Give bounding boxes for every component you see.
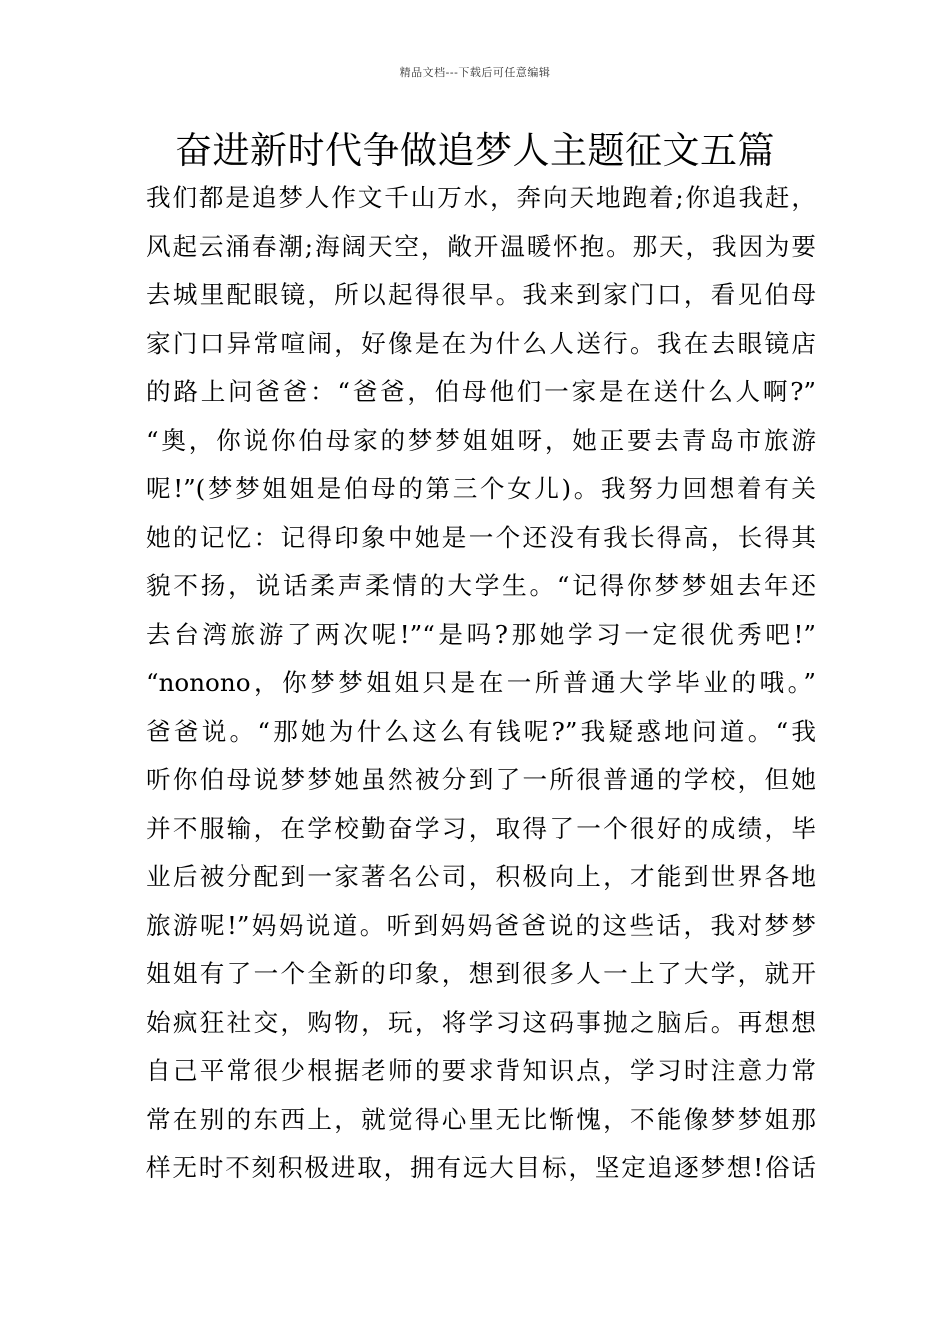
body-line: 呢!”(梦梦姐姐是伯母的第三个女儿)。我努力回想着有关 (146, 474, 816, 503)
body-line: 风起云涌春潮;海阔天空，敞开温暖怀抱。那天，我因为要 (146, 231, 816, 261)
body-line: 的路上问爸爸：“爸爸，伯母他们一家是在送什么人啊?” (146, 377, 816, 406)
body-line: 并不服输，在学校勤奋学习，取得了一个很好的成绩，毕 (146, 813, 816, 843)
body-line: 去台湾旅游了两次呢!”“是吗?那她学习一定很优秀吧!” (146, 619, 816, 649)
body-line: “奥，你说你伯母家的梦梦姐姐呀，她正要去青岛市旅游 (146, 425, 816, 455)
body-line: 她的记忆：记得印象中她是一个还没有我长得高，长得其 (146, 522, 816, 552)
body-line: 家门口异常喧闹，好像是在为什么人送行。我在去眼镜店 (146, 328, 816, 358)
body-line: 自己平常很少根据老师的要求背知识点，学习时注意力常 (146, 1056, 816, 1085)
body-line: 我们都是追梦人作文千山万水，奔向天地跑着;你追我赶， (146, 183, 816, 212)
body-line: 旅游呢!”妈妈说道。听到妈妈爸爸说的这些话，我对梦梦 (146, 910, 816, 940)
body-line: 业后被分配到一家著名公司，积极向上，才能到世界各地 (146, 862, 816, 891)
body-line: 始疯狂社交，购物，玩，将学习这码事抛之脑后。再想想 (146, 1007, 816, 1037)
body-line: 貌不扬，说话柔声柔情的大学生。“记得你梦梦姐去年还 (146, 571, 816, 600)
body-line: 爸爸说。“那她为什么这么有钱呢?”我疑惑地问道。“我 (146, 716, 816, 746)
body-line: 听你伯母说梦梦她虽然被分到了一所很普通的学校，但她 (146, 765, 816, 794)
body-line: 样无时不刻积极进取，拥有远大目标，坚定追逐梦想!俗话 (146, 1153, 816, 1182)
document-title: 奋进新时代争做追梦人主题征文五篇 (175, 129, 775, 172)
body-line: 去城里配眼镜，所以起得很早。我来到家门口，看见伯母 (146, 280, 816, 309)
header-note: 精品文档---下载后可任意编辑 (399, 66, 551, 79)
body-text (146, 174, 816, 1193)
body-line: “nonono，你梦梦姐姐只是在一所普通大学毕业的哦。” (146, 668, 816, 697)
body-line: 常在别的东西上，就觉得心里无比惭愧，不能像梦梦姐那 (146, 1104, 816, 1134)
body-line: 姐姐有了一个全新的印象，想到很多人一上了大学，就开 (146, 959, 816, 988)
